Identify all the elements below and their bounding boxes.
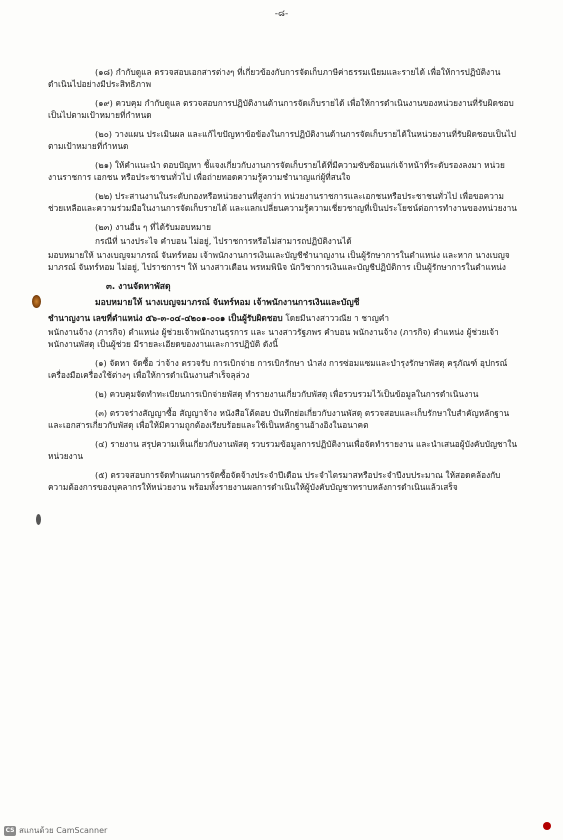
supply-item-2: (๒) ควบคุมจัดทำทะเบียนการเบิกจ่ายพัสดุ ทำรายงานเกี่ยวกับพัสดุ เพื่อรวบรวมไว้เป็นข้อมูลในการดำเนินงาน: [95, 389, 479, 399]
supply-item-5: (๕) ตรวจสอบการจัดทำแผนการจัดซื้อจัดจ้างประจำปีเดือน ประจำไตรมาสหรือประจำปีงบประมาณ ให้สอดคล้องกับความต้องการของบุคลากรให้หน่วยงาน พร้อมทั้งรายงานผลการดำเนินให้ผู้บังคับบัญชาทราบหลังการดำเนินแล้วเสร็จ: [48, 470, 501, 492]
supply-item-3: (๓) ตรวจร่างสัญญาซื้อ สัญญาจ้าง หนังสือโต้ตอบ บันทึกย่อเกี่ยวกับงานพัสดุ ตรวจสอบและเก็บรักษาใบสำคัญหลักฐานและเอกสารเกี่ยวกับพัสดุ เพื่อให้มีความถูกต้องเรียบร้อยและใช้เป็นหลักฐานอ้างอิงในอนาคต: [48, 408, 510, 430]
substitute-paragraph: มอบหมายให้ นางเบญจมาภรณ์ จันทร์หอม เจ้าพนักงานการเงินและบัญชีชำนาญงาน เป็นผู้รักษาการในตำแหน่ง และหาก นางเบญจมาภรณ์ จันทร์หอม ไม่อยู่, ไปราชการฯ ให้ นางสาวเดือน พรหมพินิจ นักวิชาการเงินและบัญชีปฏิบัติการ เป็นผู้รักษาการในตำแหน่ง: [48, 250, 510, 272]
helpers-paragraph: พนักงานจ้าง (ภารกิจ) ตำแหน่ง ผู้ช่วยเจ้าพนักงานธุรการ และ นางสาวรัฐภพร คำบอน พนักงานจ้าง (ภารกิจ) ตำแหน่ง ผู้ช่วยเจ้าพนักงานพัสดุ เป็นผู้ช่วย มีรายละเอียดของงานและการปฏิบัติ ดังนี้: [48, 327, 499, 349]
supply-item-4: (๔) รายงาน สรุปความเห็นเกี่ยวกับงานพัสดุ รวบรวมข้อมูลการปฏิบัติงานเพื่อจัดทำรายงาน และนำเสนอผู้บังคับบัญชาในหน่วยงาน: [48, 439, 518, 461]
position-line: [48, 312, 518, 324]
duty-item-22: (๒๒) ประสานงานในระดับกองหรือหน่วยงานที่สูงกว่า หน่วยงานราชการและเอกชนหรือประชาชนทั่วไป เพื่อขอความช่วยเหลือและความร่วมมือในงานการจัดเก็บรายได้ และแลกเปลี่ยนความรู้ความเชี่ยวชาญที่เป็นประโยชน์ต่อการทำงานของหน่วยงาน: [48, 191, 517, 213]
assign-line: มอบหมายให้ นางเบญจมาภรณ์ จันทร์หอม เจ้าพนักงานการเงินและบัญชี: [95, 298, 360, 308]
duty-item-20: (๒๐) วางแผน ประเมินผล และแก้ไขปัญหาข้อข้องในการปฏิบัติงานด้านการจัดเก็บรายได้ในหน่วยงานที่รับผิดชอบเป็นไปตามเป้าหมายที่กำหนด: [48, 129, 517, 151]
duty-item-19: (๑๙) ควบคุม กำกับดูแล ตรวจสอบการปฏิบัติงานด้านการจัดเก็บรายได้ เพื่อให้การดำเนินงานของหน่วยงานที่รับผิดชอบเป็นไปตามเป้าหมายที่กำหนด: [48, 98, 514, 120]
camscanner-logo: CS: [5, 826, 15, 834]
punch-hole-top: [32, 295, 41, 308]
scanner-watermark-text: สแกนด้วย CamScanner: [19, 826, 108, 835]
punch-hole-bottom: [36, 514, 41, 525]
duty-item-23: (๒๓) งานอื่น ๆ ที่ได้รับมอบหมาย: [95, 222, 211, 232]
scanner-watermark: [4, 824, 107, 837]
page-number: -๘-: [274, 9, 289, 19]
absence-clause: กรณีที่ นางประไจ คำบอน ไม่อยู่, ไปราชการหรือไม่สามารถปฏิบัติงานได้: [95, 236, 352, 246]
position-line-bold: ชำนาญงาน เลขที่ตำแหน่ง ๕๖-๓-๐๔-๔๒๐๑-๐๐๑ เป็นผู้รับผิดชอบ: [48, 313, 283, 323]
document-body: [48, 66, 518, 500]
supply-item-1: (๑) จัดหา จัดซื้อ ว่าจ้าง ตรวจรับ การเบิกจ่าย การเบิกรักษา นำส่ง การซ่อมแซมและบำรุงรักษาพัสดุ ครุภัณฑ์ อุปกรณ์เครื่องมือเครื่องใช้ต่างๆ เพื่อให้การดำเนินงานสำเร็จลุล่วง: [48, 358, 508, 380]
section-title: ๓. งานจัดหาพัสดุ: [106, 282, 171, 292]
position-line-rest: โดยมีนางสาววณีย า ชาญคำ: [285, 313, 389, 323]
section-heading: [48, 280, 518, 294]
corner-dot-icon: [543, 822, 551, 830]
duty-item-21: (๒๑) ให้คำแนะนำ ตอบปัญหา ชี้แจงเกี่ยวกับงานการจัดเก็บรายได้ที่มีความซับซ้อนแก่เจ้าหน้าที่ระดับรองลงมา หน่วยงานราชการ เอกชน หรือประชาชนทั่วไป เพื่อถ่ายทอดความรู้ความชำนาญแก่ผู้ที่สนใจ: [48, 160, 505, 182]
duty-item-18: (๑๘) กำกับดูแล ตรวจสอบเอกสารต่างๆ ที่เกี่ยวข้องกับการจัดเก็บภาษีค่าธรรมเนียมและรายได้ เพื่อให้การปฏิบัติงานดำเนินไปอย่างมีประสิทธิภาพ: [48, 67, 501, 89]
